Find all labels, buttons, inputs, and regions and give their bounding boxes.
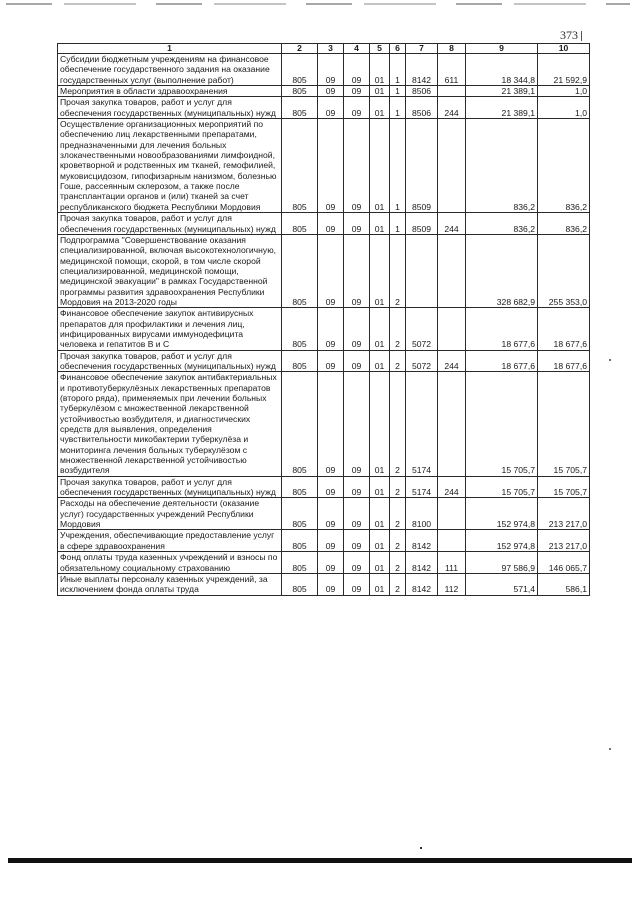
cell-subprogram: 1 [390, 54, 406, 86]
cell-program: 01 [370, 552, 390, 574]
table-row [58, 476, 590, 498]
cell-ministry-code: 805 [282, 86, 318, 97]
cell-subprogram: 2 [390, 530, 406, 552]
cell-section: 09 [318, 372, 344, 476]
cell-section: 09 [318, 308, 344, 350]
cell-expense-type [438, 119, 466, 213]
cell-subsection: 09 [344, 234, 370, 307]
cell-program: 01 [370, 97, 390, 119]
cell-program: 01 [370, 573, 390, 595]
cell-subsection: 09 [344, 97, 370, 119]
cell-subprogram: 2 [390, 476, 406, 498]
cell-subprogram: 2 [390, 372, 406, 476]
cell-amount-year-1: 836,2 [466, 213, 538, 235]
cell-expense-type: 244 [438, 476, 466, 498]
column-header: 8 [438, 44, 466, 54]
cell-amount-year-1: 152 974,8 [466, 530, 538, 552]
budget-table [57, 43, 590, 596]
cell-section: 09 [318, 476, 344, 498]
cell-ministry-code: 805 [282, 573, 318, 595]
cell-amount-year-2: 586,1 [538, 573, 590, 595]
row-description: Субсидии бюджетным учреждениям на финансовое обеспечение государственного задания на оказание государственных услуг (выполнение работ) [58, 54, 282, 86]
cell-ministry-code: 805 [282, 308, 318, 350]
table-body [58, 54, 590, 596]
cell-amount-year-2: 836,2 [538, 213, 590, 235]
cell-expense-type [438, 234, 466, 307]
cell-expense-type: 244 [438, 213, 466, 235]
cell-amount-year-2: 146 065,7 [538, 552, 590, 574]
cell-ministry-code: 805 [282, 97, 318, 119]
cell-subsection: 09 [344, 498, 370, 530]
cell-subsection: 09 [344, 530, 370, 552]
cell-ministry-code: 805 [282, 498, 318, 530]
cell-program: 01 [370, 119, 390, 213]
cell-subsection: 09 [344, 213, 370, 235]
cell-expense-type [438, 308, 466, 350]
cell-ministry-code: 805 [282, 119, 318, 213]
cell-section: 09 [318, 213, 344, 235]
cell-ministry-code: 805 [282, 530, 318, 552]
cell-target-article: 8142 [406, 530, 438, 552]
table-row [58, 86, 590, 97]
cell-program: 01 [370, 498, 390, 530]
row-description: Прочая закупка товаров, работ и услуг для обеспечения государственных (муниципальных) нужд [58, 476, 282, 498]
cell-section: 09 [318, 97, 344, 119]
cell-ministry-code: 805 [282, 372, 318, 476]
row-description: Прочая закупка товаров, работ и услуг для обеспечения государственных (муниципальных) нужд [58, 350, 282, 372]
cell-amount-year-1: 15 705,7 [466, 372, 538, 476]
cell-expense-type [438, 498, 466, 530]
row-description: Мероприятия в области здравоохранения [58, 86, 282, 97]
column-header: 5 [370, 44, 390, 54]
footer-rule [8, 858, 632, 863]
cell-amount-year-1: 97 586,9 [466, 552, 538, 574]
table-row [58, 234, 590, 307]
cell-ministry-code: 805 [282, 350, 318, 372]
cell-amount-year-2: 15 705,7 [538, 372, 590, 476]
cell-target-article: 5072 [406, 308, 438, 350]
row-description: Финансовое обеспечение закупок антибактериальных и противотуберкулёзных лекарственных препаратов (второго ряда), применяемых при лечении больных туберкулёзом с множественной лекарственной устойчивостью возбудителя, и диагностических средств для выявления, определения чувствительности микобактерии туберкулёза и мониторинга лечения больных туберкулёзом с множественной лекарственной устойчивостью возбудителя [58, 372, 282, 476]
cell-amount-year-2: 255 353,0 [538, 234, 590, 307]
column-header: 6 [390, 44, 406, 54]
cell-subprogram: 1 [390, 86, 406, 97]
cell-target-article: 5072 [406, 350, 438, 372]
cell-program: 01 [370, 213, 390, 235]
cell-program: 01 [370, 350, 390, 372]
scan-speck [420, 847, 422, 849]
cell-subsection: 09 [344, 573, 370, 595]
scan-speck [609, 359, 611, 361]
column-header: 3 [318, 44, 344, 54]
cell-section: 09 [318, 498, 344, 530]
cell-section: 09 [318, 552, 344, 574]
scan-mark [581, 31, 582, 41]
cell-section: 09 [318, 573, 344, 595]
cell-target-article: 8142 [406, 573, 438, 595]
table-row [58, 552, 590, 574]
cell-program: 01 [370, 530, 390, 552]
cell-amount-year-2: 21 592,9 [538, 54, 590, 86]
cell-program: 01 [370, 476, 390, 498]
cell-amount-year-2: 18 677,6 [538, 308, 590, 350]
cell-target-article [406, 234, 438, 307]
cell-program: 01 [370, 54, 390, 86]
column-header: 10 [538, 44, 590, 54]
cell-subsection: 09 [344, 119, 370, 213]
cell-section: 09 [318, 350, 344, 372]
cell-target-article: 8142 [406, 552, 438, 574]
cell-expense-type [438, 86, 466, 97]
table-row [58, 530, 590, 552]
cell-subprogram: 2 [390, 498, 406, 530]
table-row [58, 97, 590, 119]
row-description: Расходы на обеспечение деятельности (оказание услуг) государственных учреждений Республики Мордовия [58, 498, 282, 530]
cell-target-article: 5174 [406, 476, 438, 498]
table-row [58, 350, 590, 372]
cell-target-article: 8506 [406, 97, 438, 119]
cell-subprogram: 2 [390, 350, 406, 372]
cell-subsection: 09 [344, 350, 370, 372]
cell-section: 09 [318, 86, 344, 97]
cell-target-article: 8509 [406, 213, 438, 235]
cell-target-article: 8142 [406, 54, 438, 86]
cell-program: 01 [370, 86, 390, 97]
cell-amount-year-2: 1,0 [538, 97, 590, 119]
cell-expense-type [438, 372, 466, 476]
cell-subprogram: 2 [390, 234, 406, 307]
cell-amount-year-1: 836,2 [466, 119, 538, 213]
column-header: 4 [344, 44, 370, 54]
cell-expense-type: 112 [438, 573, 466, 595]
table-row [58, 54, 590, 86]
row-description: Финансовое обеспечение закупок антивирусных препаратов для профилактики и лечения лиц, инфицированных вирусами иммунодефицита человека и гепатитов В и С [58, 308, 282, 350]
cell-amount-year-2: 1,0 [538, 86, 590, 97]
cell-subsection: 09 [344, 552, 370, 574]
cell-amount-year-1: 18 677,6 [466, 350, 538, 372]
cell-subprogram: 1 [390, 213, 406, 235]
table-row [58, 498, 590, 530]
header-row [58, 44, 590, 54]
page-number: 373 [560, 28, 578, 42]
column-header: 7 [406, 44, 438, 54]
cell-target-article: 8506 [406, 86, 438, 97]
cell-amount-year-1: 21 389,1 [466, 97, 538, 119]
cell-amount-year-1: 152 974,8 [466, 498, 538, 530]
cell-amount-year-2: 213 217,0 [538, 530, 590, 552]
cell-target-article: 8509 [406, 119, 438, 213]
table-row [58, 119, 590, 213]
cell-expense-type: 244 [438, 350, 466, 372]
cell-ministry-code: 805 [282, 234, 318, 307]
cell-subsection: 09 [344, 86, 370, 97]
cell-amount-year-2: 213 217,0 [538, 498, 590, 530]
cell-amount-year-1: 571,4 [466, 573, 538, 595]
row-description: Иные выплаты персоналу казенных учреждений, за исключением фонда оплаты труда [58, 573, 282, 595]
row-description: Фонд оплаты труда казенных учреждений и взносы по обязательному социальному страхованию [58, 552, 282, 574]
row-description: Учреждения, обеспечивающие предоставление услуг в сфере здравоохранения [58, 530, 282, 552]
cell-expense-type [438, 530, 466, 552]
cell-section: 09 [318, 54, 344, 86]
row-description: Подпрограмма "Совершенствование оказания специализированной, включая высокотехнологичную, медицинской помощи, скорой, в том числе скорой специализированной, медицинской помощи, медицинской эвакуации" в рамках Государственной программы развития здравоохранения Республики Мордовия на 2013-2020 годы [58, 234, 282, 307]
cell-amount-year-1: 21 389,1 [466, 86, 538, 97]
cell-amount-year-1: 15 705,7 [466, 476, 538, 498]
row-description: Прочая закупка товаров, работ и услуг для обеспечения государственных (муниципальных) нужд [58, 213, 282, 235]
cell-subprogram: 1 [390, 119, 406, 213]
cell-section: 09 [318, 530, 344, 552]
cell-expense-type: 244 [438, 97, 466, 119]
cell-subprogram: 2 [390, 552, 406, 574]
cell-amount-year-1: 328 682,9 [466, 234, 538, 307]
cell-expense-type: 111 [438, 552, 466, 574]
cell-subsection: 09 [344, 54, 370, 86]
row-description: Осуществление организационных мероприятий по обеспечению лиц лекарственными препаратами, предназначенными для лечения больных злокачественными новообразованиями лимфоидной, кроветворной и родственных им тканей, гемофилией, муковисцидозом, гипофизарным нанизмом, болезнью Гоше, рассеянным склерозом, а также после трансплантации органов и (или) тканей за счет республиканского бюджета Республики Мордовия [58, 119, 282, 213]
cell-subsection: 09 [344, 476, 370, 498]
cell-subprogram: 2 [390, 573, 406, 595]
cell-target-article: 5174 [406, 372, 438, 476]
table-row [58, 213, 590, 235]
cell-subsection: 09 [344, 372, 370, 476]
column-header: 1 [58, 44, 282, 54]
cell-subprogram: 2 [390, 308, 406, 350]
scan-speck [609, 748, 611, 750]
table-row [58, 308, 590, 350]
cell-ministry-code: 805 [282, 54, 318, 86]
cell-expense-type: 611 [438, 54, 466, 86]
cell-amount-year-2: 836,2 [538, 119, 590, 213]
table-row [58, 372, 590, 476]
cell-ministry-code: 805 [282, 552, 318, 574]
cell-subsection: 09 [344, 308, 370, 350]
cell-amount-year-1: 18 677,6 [466, 308, 538, 350]
cell-program: 01 [370, 308, 390, 350]
row-description: Прочая закупка товаров, работ и услуг для обеспечения государственных (муниципальных) нужд [58, 97, 282, 119]
column-header: 2 [282, 44, 318, 54]
cell-program: 01 [370, 234, 390, 307]
cell-section: 09 [318, 234, 344, 307]
cell-program: 01 [370, 372, 390, 476]
cell-subprogram: 1 [390, 97, 406, 119]
column-header: 9 [466, 44, 538, 54]
cell-ministry-code: 805 [282, 213, 318, 235]
cell-ministry-code: 805 [282, 476, 318, 498]
cell-amount-year-1: 18 344,8 [466, 54, 538, 86]
cell-target-article: 8100 [406, 498, 438, 530]
cell-amount-year-2: 18 677,6 [538, 350, 590, 372]
cell-amount-year-2: 15 705,7 [538, 476, 590, 498]
table-row [58, 573, 590, 595]
scan-edge-line [6, 3, 630, 5]
cell-section: 09 [318, 119, 344, 213]
